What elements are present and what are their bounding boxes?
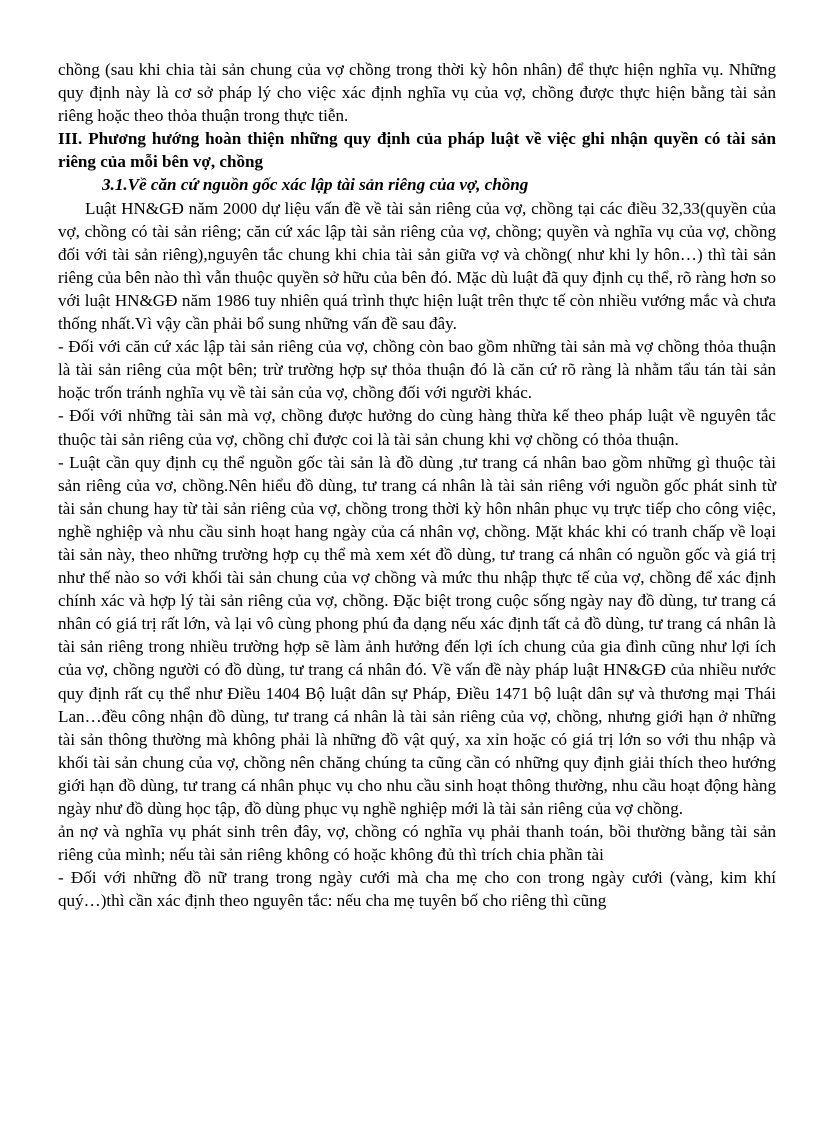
bullet-paragraph: - Đối với những tài sản mà vợ, chồng được hưởng do cùng hàng thừa kế theo pháp luật về nguyên tắc thuộc tài sản riêng của vợ, chồng chỉ được coi là tài sản chung khi vợ chồng có thỏa thuận.: [58, 406, 776, 449]
body-paragraph: ản nợ và nghĩa vụ phát sinh trên đây, vợ, chồng có nghĩa vụ phải thanh toán, bồi thường bằng tài sản riêng của mình; nếu tài sản riêng không có hoặc không đủ thì trích chia phần tài: [58, 822, 776, 865]
section-heading: III. Phương hướng hoàn thiện những quy định của pháp luật về việc ghi nhận quyền có tài sản riêng của mỗi bên vợ, chồng: [58, 129, 776, 172]
subsection-heading: 3.1.Về căn cứ nguồn gốc xác lập tài sản riêng của vợ, chồng: [102, 175, 529, 195]
bullet-paragraph: - Luật cần quy định cụ thể nguồn gốc tài sản là đồ dùng ,tư trang cá nhân bao gồm những gì thuộc tài sản riêng của vơ, chồng.Nên hiểu đồ dùng, tư trang cá nhân là tài sản riêng với nguồn gốc phát sinh từ tài sản chung hay từ tài sản riêng của vợ, chồng trong thời kỳ hôn nhân phục vụ trực tiếp cho công việc, nghề nghiệp và nhu cầu sinh hoạt hang ngày của cá nhân vợ, chồng. Mặt khác khi có tranh chấp về loại tài sản này, theo những trường hợp cụ thể mà xem xét đồ dùng, tư trang cá nhân có nguồn gốc và giá trị như thế nào so với khối tài sản chung của vợ chồng và mức thu nhập thực tế của vợ, chồng để xác định chính xác và hợp lý tài sản riêng của vợ, chồng. Đặc biệt trong cuộc sống ngày nay đồ dùng, tư trang cá nhân có giá trị rất lớn, và lại vô cùng phong phú đa dạng nếu xác định tất cả đồ dùng, tư trang cá nhân là tài sản riêng trong nhiều trường hợp sẽ làm ảnh hưởng đến lợi ích chung của gia đình cũng như lợi ích của vợ, chồng người có đồ dùng, tư trang cá nhân đó. Về vấn đề này pháp luật HN&GĐ của nhiều nước quy định rất cụ thể như Điều 1404 Bộ luật dân sự Pháp, Điều 1471 bộ luật dân sự và thương mại Thái Lan…đều công nhận đồ dùng, tư trang cá nhân là tài sản riêng của vợ, chồng, nhưng giới hạn ở những tài sản thông thường mà không phải là những đồ vật quý, xa xỉn hoặc có giá trị lớn so với thu nhập và khối tài sản chung của vợ, chồng nên chăng chúng ta cũng cần có những quy định giải thích theo hướng giới hạn đồ dùng, tư trang cá nhân phục vụ cho nhu cầu sinh hoạt thông thường, nhu cầu hoạt động hàng ngày như đồ dùng học tập, đồ dùng phục vụ nghề nghiệp mới là tài sản riêng của vợ chồng.: [58, 452, 776, 818]
body-paragraph: Luật HN&GĐ năm 2000 dự liệu vấn đề về tài sản riêng của vợ, chồng tại các điều 32,33(quyền của vợ, chồng có tài sản riêng; căn cứ xác lập tài sản riêng của vợ, chồng; quyền và nghĩa vụ của vợ, chồng đối với tài sản riêng),nguyên tắc chung khi chia tài sản giữa vợ và chồng( như khi ly hôn…) thì tài sản riêng của bên nào thì vẫn thuộc quyền sở hữu của bên đó. Mặc dù luật đã quy định cụ thể, rõ ràng hơn so với luật HN&GĐ năm 1986 tuy nhiên quá trình thực hiện luật trên thực tế còn nhiều vướng mắc và chưa thống nhất.Vì vậy cần phải bổ sung những vấn đề sau đây.: [58, 198, 776, 334]
document-page: [58, 58, 776, 912]
bullet-paragraph: - Đối với những đồ nữ trang trong ngày cưới mà cha mẹ cho con trong ngày cưới (vàng, kim khí quý…)thì cần xác định theo nguyên tắc: nếu cha mẹ tuyên bố cho riêng thì cũng: [58, 868, 776, 911]
bullet-paragraph: - Đối với căn cứ xác lập tài sản riêng của vợ, chồng còn bao gồm những tài sản mà vợ chồng thỏa thuận là tài sản riêng của một bên; trừ trường hợp sự thỏa thuận đó là căn cứ rõ ràng là nhằm tẩu tán tài sản hoặc trốn tránh nghĩa vụ về tài sản của vợ, chồng đối với người khác.: [58, 337, 776, 403]
intro-paragraph: chồng (sau khi chia tài sản chung của vợ chồng trong thời kỳ hôn nhân) để thực hiện nghĩa vụ. Những quy định này là cơ sở pháp lý cho việc xác định nghĩa vụ của vợ, chồng được thực hiện bằng tài sản riêng hoặc theo thỏa thuận trong thực tiễn.: [58, 60, 776, 126]
